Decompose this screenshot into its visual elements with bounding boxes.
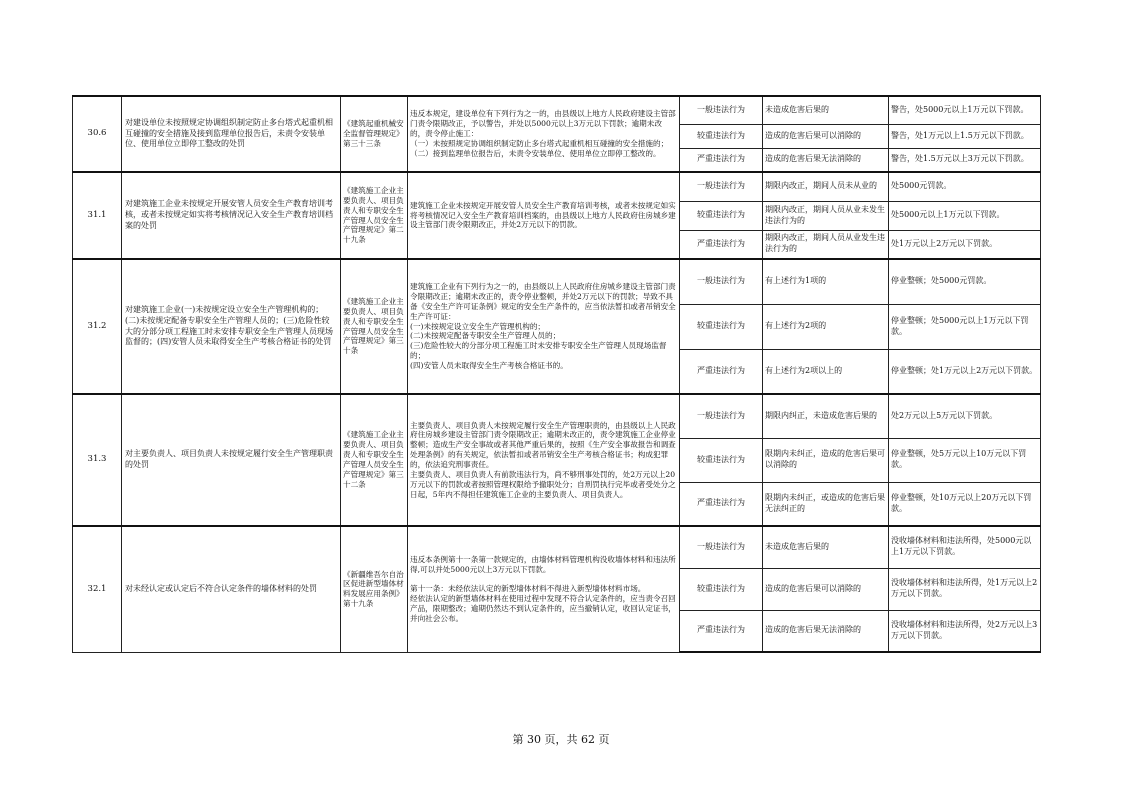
legal-provision-text: 违反本规定，建设单位有下列行为之一的，由县级以上地方人民政府建设主管部门责令限期改正，予以警告，并处以5000元以上3万元以下罚款；逾期未改的，责令停止施工： （一）未按照规定协调组织制定防止多台塔式起重机相互碰撞的安全措施的； （二）接到监理单位报告后，未责令安装单位、使用单位立即停工整改的。: [408, 96, 680, 172]
legal-provision-text: 违反本条例第十一条第一款规定的，由墙体材料管理机构没收墙体材料和违法所得,可以并处5000元以上3万元以下罚款。 第十一条：未经依法认定的新型墙体材料不得进入新型墙体材料市场。 经依法认定的新型墙体材料在使用过程中发现不符合认定条件的，应当责令召回产品，限期整改；逾期仍然达不到认定条件的，应当撤销认定，收回认定证书，并向社会公布。: [408, 526, 680, 652]
penalty-standard: 停业整顿，处5万元以上10万元以下罚款。: [889, 438, 1041, 482]
legal-basis: 《建筑施工企业主要负责人、项目负责人和专职安全生产管理人员安全生产管理规定》第三十二条: [341, 394, 408, 526]
penalty-standard: 停业整顿；处1万元以上2万元以下罚款。: [889, 349, 1041, 394]
violation-circumstance: 未造成危害后果的: [763, 96, 889, 124]
violation-circumstance: 造成的危害后果可以消除的: [763, 124, 889, 148]
violation-item: 对建筑施工企业(一)未按规定设立安全生产管理机构的；(二)未按规定配备专职安全生产管理人员的；(三)危险性较大的分部分项工程施工时未安排专职安全生产管理人员现场监督的；(四)安管人员未取得安全生产考核合格证书的处罚: [122, 259, 341, 394]
table-row: [73, 172, 1041, 201]
violation-level: 一般违法行为: [680, 394, 763, 438]
legal-basis: 《新疆维吾尔自治区促进新型墙体材料发展应用条例》第十九条: [341, 526, 408, 652]
penalty-standard: 处2万元以上5万元以下罚款。: [889, 394, 1041, 438]
violation-level: 一般违法行为: [680, 96, 763, 124]
violation-level: 较重违法行为: [680, 201, 763, 230]
violation-item: 对建筑施工企业未按规定开展安管人员安全生产教育培训考核，或者未按规定如实将考核情况记入安全生产教育培训档案的处罚: [122, 172, 341, 259]
violation-circumstance: 期限内改正，期间人员未从业的: [763, 172, 889, 201]
table-row: [73, 394, 1041, 438]
violation-level: 较重违法行为: [680, 568, 763, 610]
legal-basis: 《建筑起重机械安全监督管理规定》第三十三条: [341, 96, 408, 172]
violation-circumstance: 造成的危害后果无法消除的: [763, 610, 889, 652]
penalty-standard: 停业整顿，处10万元以上20万元以下罚款。: [889, 482, 1041, 526]
penalty-standard: 处1万元以上2万元以下罚款。: [889, 230, 1041, 259]
table-row: [73, 259, 1041, 304]
table-row: [73, 96, 1041, 124]
violation-level: 较重违法行为: [680, 438, 763, 482]
penalty-standards-table: [72, 95, 1041, 653]
violation-circumstance: 未造成危害后果的: [763, 526, 889, 568]
table-row: [73, 526, 1041, 568]
penalty-standard: 没收墙体材料和违法所得，处1万元以上2万元以下罚款。: [889, 568, 1041, 610]
penalty-standard: 处5000元以上1万元以下罚款。: [889, 201, 1041, 230]
penalty-standard: 警告，处1.5万元以上3万元以下罚款。: [889, 148, 1041, 172]
violation-level: 严重违法行为: [680, 610, 763, 652]
legal-basis: 《建筑施工企业主要负责人、项目负责人和专职安全生产管理人员安全生产管理规定》第二十九条: [341, 172, 408, 259]
violation-circumstance: 有上述行为1项的: [763, 259, 889, 304]
violation-level: 一般违法行为: [680, 172, 763, 201]
violation-item: 对未经认定或认定后不符合认定条件的墙体材料的处罚: [122, 526, 341, 652]
violation-level: 较重违法行为: [680, 304, 763, 349]
violation-level: 严重违法行为: [680, 349, 763, 394]
violation-circumstance: 期限内改正，期间人员从业发生违法行为的: [763, 230, 889, 259]
penalty-standard: 没收墙体材料和违法所得，处5000元以上1万元以下罚款。: [889, 526, 1041, 568]
item-number: 31.2: [73, 259, 122, 394]
legal-basis: 《建筑施工企业主要负责人、项目负责人和专职安全生产管理人员安全生产管理规定》第三十条: [341, 259, 408, 394]
page-footer: 第 30 页，共 62 页: [512, 733, 610, 746]
penalty-standard: 停业整顿；处5000元以上1万元以下罚款。: [889, 304, 1041, 349]
violation-level: 较重违法行为: [680, 124, 763, 148]
penalty-standard: 停业整顿；处5000元罚款。: [889, 259, 1041, 304]
violation-item: 对建设单位未按照规定协调组织制定防止多台塔式起重机相互碰撞的安全措施及接到监理单位报告后，未责令安装单位、使用单位立即停工整改的处罚: [122, 96, 341, 172]
penalty-standard: 没收墙体材料和违法所得，处2万元以上3万元以下罚款。: [889, 610, 1041, 652]
penalty-standard: 警告，处5000元以上1万元以下罚款。: [889, 96, 1041, 124]
violation-circumstance: 期限内改正，期间人员从业未发生违法行为的: [763, 201, 889, 230]
violation-circumstance: 有上述行为2项的: [763, 304, 889, 349]
violation-circumstance: 期限内纠正，未造成危害后果的: [763, 394, 889, 438]
violation-level: 一般违法行为: [680, 526, 763, 568]
violation-level: 严重违法行为: [680, 230, 763, 259]
violation-circumstance: 限期内未纠正，造成的危害后果可以消除的: [763, 438, 889, 482]
violation-level: 严重违法行为: [680, 148, 763, 172]
legal-provision-text: 主要负责人、项目负责人未按规定履行安全生产管理职责的，由县级以上人民政府住房城乡建设主管部门责令限期改正；逾期未改正的，责令建筑施工企业停业整顿；造成生产安全事故或者其他严重后果的，按照《生产安全事故报告和调查处理条例》的有关规定，依法暂扣或者吊销安全生产考核合格证书；构成犯罪的，依法追究刑事责任。 主要负责人、项目负责人有前款违法行为，尚不够刑事处罚的，处2万元以上20万元以下的罚款或者按照管理权限给予撤职处分；自刑罚执行完毕或者受处分之日起，5年内不得担任建筑施工企业的主要负责人、项目负责人。: [408, 394, 680, 526]
violation-level: 一般违法行为: [680, 259, 763, 304]
legal-provision-text: 建筑施工企业未按规定开展安管人员安全生产教育培训考核，或者未按规定如实将考核情况记入安全生产教育培训档案的，由县级以上地方人民政府住房城乡建设主管部门责令限期改正，并处2万元以下的罚款。: [408, 172, 680, 259]
item-number: 30.6: [73, 96, 122, 172]
penalty-standard: 处5000元罚款。: [889, 172, 1041, 201]
legal-provision-text: 建筑施工企业有下列行为之一的，由县级以上人民政府住房城乡建设主管部门责令限期改正；逾期未改正的，责令停业整顿，并处2万元以下的罚款；导致不具备《安全生产许可证条例》规定的安全生产条件的，应当依法暂扣或者吊销安全生产许可证： (一)未按规定设立安全生产管理机构的； (二)未按规定配备专职安全生产管理人员的； (三)危险性较大的分部分项工程施工时未安排专职安全生产管理人员现场监督的； (四)安管人员未取得安全生产考核合格证书的。: [408, 259, 680, 394]
violation-circumstance: 有上述行为2项以上的: [763, 349, 889, 394]
violation-level: 严重违法行为: [680, 482, 763, 526]
item-number: 31.1: [73, 172, 122, 259]
violation-circumstance: 造成的危害后果可以消除的: [763, 568, 889, 610]
penalty-standard: 警告，处1万元以上1.5万元以下罚款。: [889, 124, 1041, 148]
violation-item: 对主要负责人、项目负责人未按规定履行安全生产管理职责的处罚: [122, 394, 341, 526]
violation-circumstance: 限期内未纠正，或造成的危害后果无法纠正的: [763, 482, 889, 526]
violation-circumstance: 造成的危害后果无法消除的: [763, 148, 889, 172]
item-number: 31.3: [73, 394, 122, 526]
item-number: 32.1: [73, 526, 122, 652]
